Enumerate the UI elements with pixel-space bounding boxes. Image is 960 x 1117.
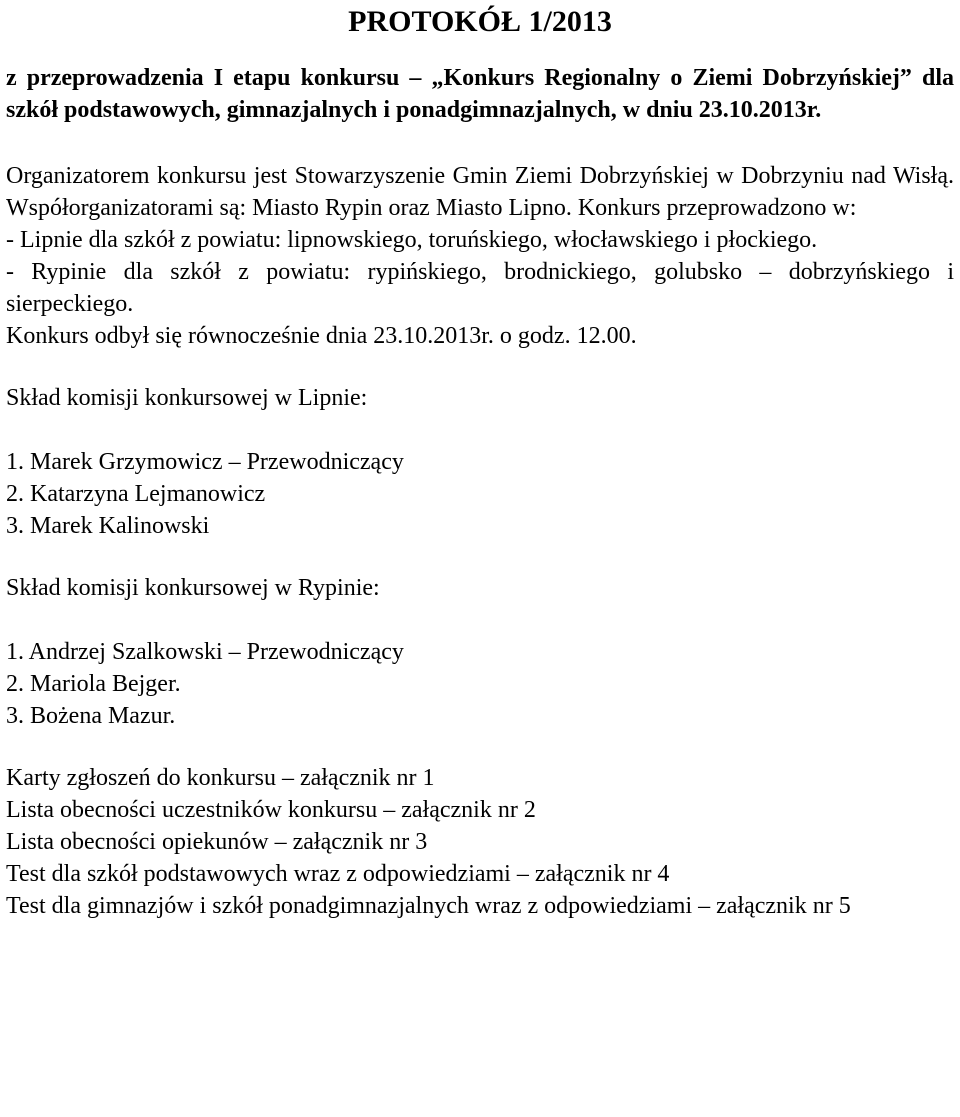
committee-member: 3. Marek Kalinowski — [6, 513, 210, 539]
attachments-section — [6, 762, 954, 922]
committee-member: 3. Bożena Mazur. — [6, 703, 176, 729]
document-page — [6, 0, 954, 922]
committee-lipno-section — [6, 382, 954, 542]
committee-member: 1. Andrzej Szalkowski – Przewodniczący — [6, 639, 404, 665]
committee-member: 1. Marek Grzymowicz – Przewodniczący — [6, 449, 404, 475]
committee-rypin-section — [6, 572, 954, 732]
attachment-item: Test dla szkół podstawowych wraz z odpowiedziami – załącznik nr 4 — [6, 861, 670, 887]
attachment-item: Karty zgłoszeń do konkursu – załącznik nr 1 — [6, 765, 435, 791]
committee-rypin-heading: Skład komisji konkursowej w Rypinie: — [6, 575, 380, 601]
attachment-item: Test dla gimnazjów i szkół ponadgimnazjalnych wraz z odpowiedziami – załącznik nr 5 — [6, 893, 851, 919]
intro-paragraph-lipno: - Lipnie dla szkół z powiatu: lipnowskiego, toruńskiego, włocławskiego i płockiego. — [6, 227, 818, 253]
attachment-item: Lista obecności opiekunów – załącznik nr 3 — [6, 829, 428, 855]
committee-member: 2. Katarzyna Lejmanowicz — [6, 481, 266, 507]
document-title: PROTOKÓŁ 1/2013 — [348, 5, 612, 38]
committee-lipno-list — [6, 446, 954, 542]
attachment-item: Lista obecności uczestników konkursu – załącznik nr 2 — [6, 797, 536, 823]
committee-lipno-heading: Skład komisji konkursowej w Lipnie: — [6, 385, 368, 411]
committee-member: 2. Mariola Bejger. — [6, 671, 181, 697]
intro-paragraph-date: Konkurs odbył się równocześnie dnia 23.10.2013r. o godz. 12.00. — [6, 323, 637, 349]
intro-paragraph-organizers: Organizatorem konkursu jest Stowarzyszenie Gmin Ziemi Dobrzyńskiej w Dobrzyniu nad Wisłą. Współorganizatorami są: Miasto Rypin oraz Miasto Lipno. Konkurs przeprowadzono w: — [6, 163, 954, 221]
committee-rypin-list — [6, 636, 954, 732]
document-subject: z przeprowadzenia I etapu konkursu – „Konkurs Regionalny o Ziemi Dobrzyńskiej” dla szkół podstawowych, gimnazjalnych i ponadgimnazjalnych, w dniu 23.10.2013r. — [6, 65, 954, 123]
intro-paragraph-rypin: - Rypinie dla szkół z powiatu: rypińskiego, brodnickiego, golubsko – dobrzyńskiego i sierpeckiego. — [6, 259, 954, 317]
intro-section — [6, 160, 954, 352]
